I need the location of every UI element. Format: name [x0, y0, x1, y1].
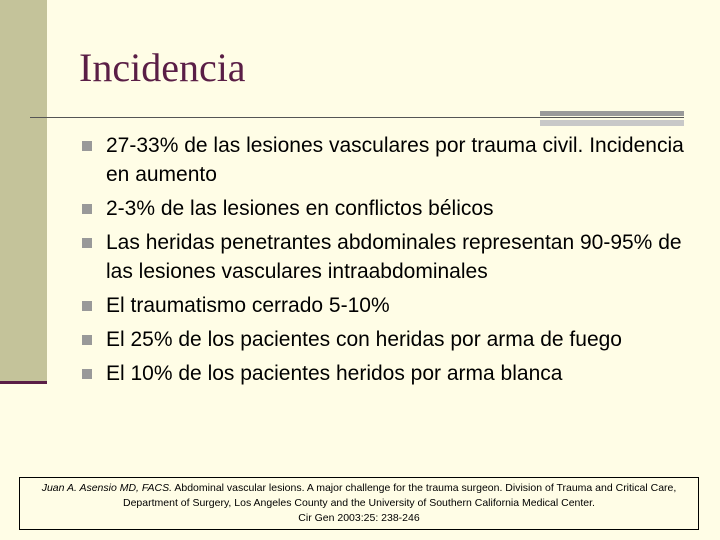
decorative-side-bar — [0, 0, 47, 383]
side-bar-accent-line — [0, 381, 47, 384]
citation-source: Cir Gen 2003:25: 238-246 — [298, 512, 420, 524]
square-bullet-icon — [82, 204, 92, 214]
bullet-item — [82, 291, 702, 320]
bullet-item — [82, 325, 702, 354]
bullet-item — [82, 131, 702, 189]
bullet-text: Las heridas penetrantes abdominales representan 90-95% de las lesiones vasculares intraabdominales — [106, 231, 682, 283]
slide-title: Incidencia — [79, 45, 246, 90]
square-bullet-icon — [82, 301, 92, 311]
citation-text: Abdominal vascular lesions. A major challenge for the trauma surgeon. Division of Trauma and Critical Care, Department of Surgery, Los Angeles County and the University of Southern California Medical Center. — [123, 482, 677, 509]
bullet-text: 2-3% de las lesiones en conflictos bélicos — [106, 197, 494, 220]
divider-accent-light — [540, 120, 684, 126]
bullet-list — [82, 131, 702, 393]
divider-accent-dark — [540, 111, 684, 116]
bullet-item — [82, 359, 702, 388]
title-divider-line — [30, 117, 684, 118]
citation-author: Juan A. Asensio MD, FACS. — [41, 482, 173, 494]
square-bullet-icon — [82, 141, 92, 151]
bullet-text: El 25% de los pacientes con heridas por arma de fuego — [106, 328, 622, 351]
bullet-text: El traumatismo cerrado 5-10% — [106, 294, 390, 317]
bullet-item — [82, 194, 702, 223]
citation-box — [19, 477, 699, 530]
square-bullet-icon — [82, 369, 92, 379]
bullet-item — [82, 228, 702, 286]
square-bullet-icon — [82, 335, 92, 345]
bullet-text: El 10% de los pacientes heridos por arma blanca — [106, 362, 563, 385]
square-bullet-icon — [82, 238, 92, 248]
bullet-text: 27-33% de las lesiones vasculares por trauma civil. Incidencia en aumento — [106, 134, 684, 186]
